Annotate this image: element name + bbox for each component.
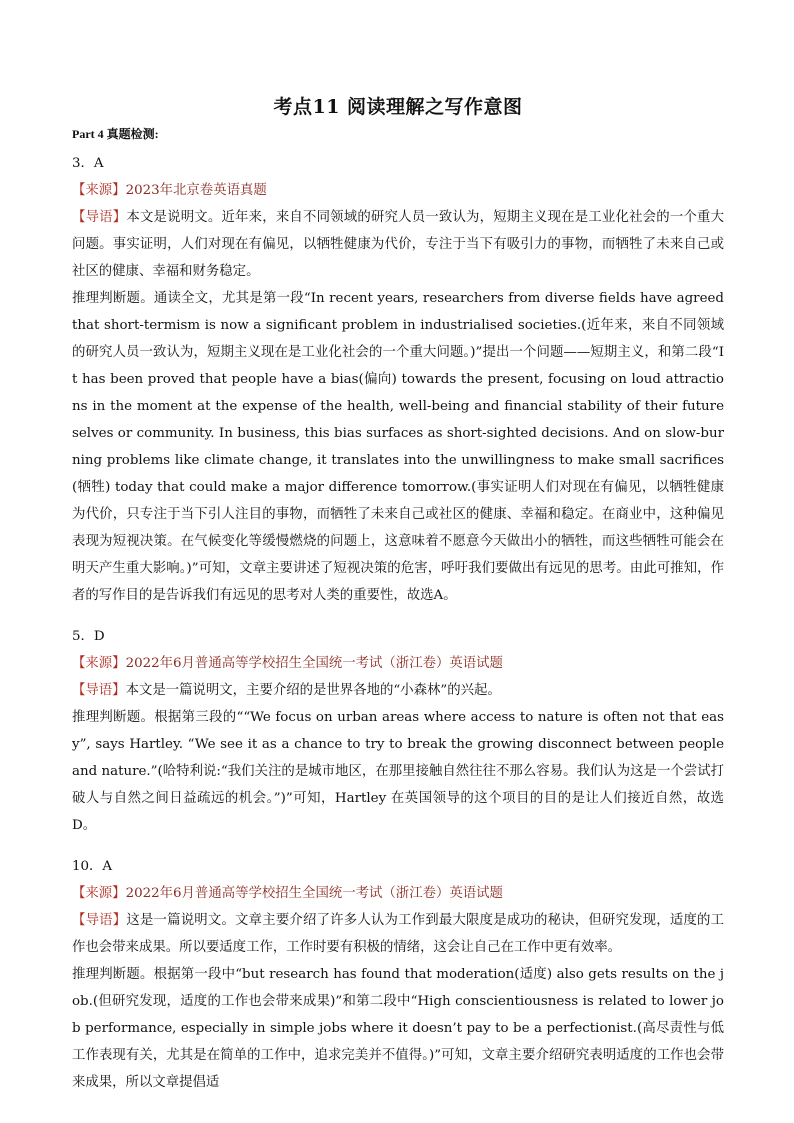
source-tag: 【来源】 xyxy=(72,183,126,198)
analysis-paragraph: 推理判断题。根据第三段的““We focus on urban areas where access to nature is often not that easy”, says Hartley. “We see it as a chance to try to break the growing disconnect between people and nature.”(哈特利说:“我们关注的是城市地区，在那里接触自然往往不那么容易。我们认为这是一个尝试打破人与自然之间日益疏远的机会。”)”可知，Hartley 在英国领导的这个项目的目的是让人们接近自然，故选D。 xyxy=(72,710,724,833)
source-line xyxy=(72,880,724,907)
guide-paragraph xyxy=(72,204,724,285)
guide-tag: 【导语】 xyxy=(72,210,127,225)
guide-paragraph xyxy=(72,907,724,961)
source-tag: 【来源】 xyxy=(72,656,126,671)
question-number: 10．A xyxy=(72,859,113,874)
guide-text: 本文是说明文。近年来，来自不同领域的研究人员一致认为，短期主义现在是工业化社会的一个重大问题。事实证明，人们对现在有偏见，以牺牲健康为代价，专注于当下有吸引力的事物，而牺牲了未来自己或社区的健康、幸福和财务稳定。 xyxy=(72,210,725,279)
guide-paragraph xyxy=(72,677,724,704)
source-text: 2022年6月普通高等学校招生全国统一考试（浙江卷）英语试题 xyxy=(125,886,503,901)
document-title: 考点11 阅读理解之写作意图 xyxy=(273,96,523,118)
source-text: 2023年北京卷英语真题 xyxy=(125,183,267,198)
guide-tag: 【导语】 xyxy=(72,683,126,698)
part-heading: Part 4 真题检测: xyxy=(72,127,159,141)
analysis-paragraph: 推理判断题。通读全文，尤其是第一段“In recent years, researchers from diverse fields have agreed that short-termism is now a significant problem in industrialised societies.(近年来，来自不同领域的研究人员一致认为，短期主义现在是工业化社会的一个重大问题。)”提出一个问题——短期主义，和第二段“It has been proved that people have a bias(偏向) towards the present, focusing on loud attractions in the moment at the expense of the health, well-being and financial stability of their future selves or community. In business, this bias surfaces as short-sighted decisions. And on slow-burning problems like climate change, it translates into the unwillingness to make small sacrifices(牺牲) today that could make a major difference tomorrow.(事实证明人们对现在有偏见，以牺牲健康为代价，只专注于当下引人注目的事物，而牺牲了未来自己或社区的健康、幸福和稳定。在商业中，这种偏见表现为短视决策。在气候变化等缓慢燃烧的问题上，这意味着不愿意今天做出小的牺牲，而这些牺牲可能会在明天产生重大影响。)”可知，文章主要讲述了短视决策的危害，呼吁我们要做出有远见的思考。由此可推知，作者的写作目的是告诉我们有远见的思考对人类的重要性，故选A。 xyxy=(72,291,724,603)
question-block xyxy=(72,623,724,839)
source-text: 2022年6月普通高等学校招生全国统一考试（浙江卷）英语试题 xyxy=(125,656,503,671)
guide-text: 这是一篇说明文。文章主要介绍了许多人认为工作到最大限度是成功的秘诀，但研究发现，适度的工作也会带来成果。所以要适度工作，工作时要有积极的情绪，这会让自己在工作中更有效率。 xyxy=(72,913,725,955)
question-number: 3．A xyxy=(72,156,104,171)
document-page xyxy=(72,92,724,1096)
source-line xyxy=(72,650,724,677)
source-tag: 【来源】 xyxy=(72,886,126,901)
source-line xyxy=(72,177,724,204)
analysis-paragraph: 推理判断题。根据第一段中“but research has found that moderation(适度) also gets results on the job.(但研究发现，适度的工作也会带来成果)”和第二段中“High conscientiousness is related to lower job performance, especially in simple jobs where it doesn’t pay to be a perfectionist.(高尽责性与低工作表现有关，尤其是在简单的工作中，追求完美并不值得。)”可知，文章主要介绍研究表明适度的工作也会带来成果，所以文章提倡适 xyxy=(72,967,724,1090)
spacer xyxy=(72,609,724,623)
guide-tag: 【导语】 xyxy=(72,913,127,928)
question-block xyxy=(72,150,724,609)
question-number: 5．D xyxy=(72,629,105,644)
spacer xyxy=(72,839,724,853)
question-block xyxy=(72,853,724,1096)
guide-text: 本文是一篇说明文，主要介绍的是世界各地的“小森林”的兴起。 xyxy=(125,683,501,698)
